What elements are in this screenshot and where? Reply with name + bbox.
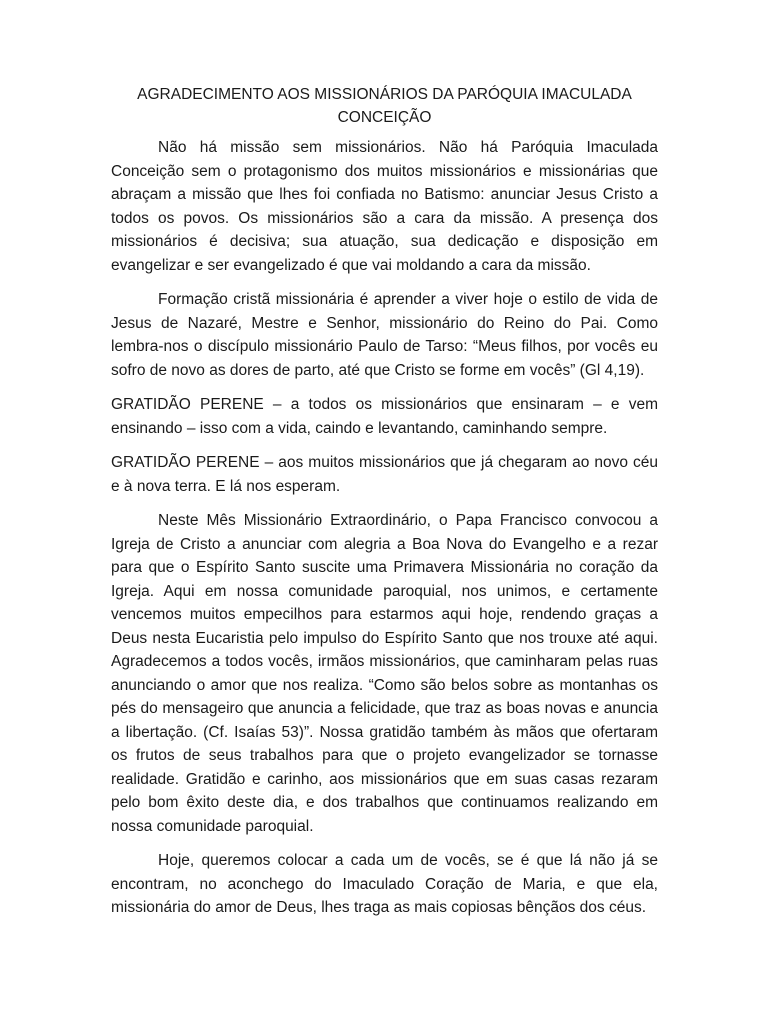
document-page [111, 83, 658, 931]
paragraph-gratitude-teachers: GRATIDÃO PERENE – a todos os missionários que ensinaram – e vem ensinando – isso com a vida, caindo e levantando, caminhando sempre. [111, 396, 658, 437]
paragraph-gratitude-departed: GRATIDÃO PERENE – aos muitos missionários que já chegaram ao novo céu e à nova terra. E lá nos esperam. [111, 454, 658, 495]
paragraph-intro: Não há missão sem missionários. Não há Paróquia Imaculada Conceição sem o protagonismo dos muitos missionários e missionárias que abraçam a missão que lhes foi confiada no Batismo: anunciar Jesus Cristo a todos os povos. Os missionários são a cara da missão. A presença dos missionários é decisiva; sua atuação, sua dedicação e disposição em evangelizar e ser evangelizado é que vai moldando a cara da missão. [111, 139, 658, 274]
paragraph-closing: Hoje, queremos colocar a cada um de vocês, se é que lá não já se encontram, no aconchego do Imaculado Coração de Maria, e que ela, missionária do amor de Deus, lhes traga as mais copiosas bênçãos dos céus. [111, 852, 658, 916]
document-title: AGRADECIMENTO AOS MISSIONÁRIOS DA PARÓQUIA IMACULADA CONCEIÇÃO [137, 86, 632, 126]
paragraph-mission-month: Neste Mês Missionário Extraordinário, o Papa Francisco convocou a Igreja de Cristo a anunciar com alegria a Boa Nova do Evangelho e a rezar para que o Espírito Santo suscite uma Primavera Missionária no coração da Igreja. Aqui em nossa comunidade paroquial, nos unimos, e certamente vencemos muitos empecilhos para estarmos aqui hoje, rendendo graças a Deus nesta Eucaristia pelo impulso do Espírito Santo que nos trouxe até aqui. Agradecemos a todos vocês, irmãos missionários, que caminharam pelas ruas anunciando o amor que nos realiza. “Como são belos sobre as montanhas os pés do mensageiro que anuncia a felicidade, que traz as boas novas e anuncia a libertação. (Cf. Isaías 53)”. Nossa gratidão também às mãos que ofertaram os frutos de seus trabalhos para que o projeto evangelizador se tornasse realidade. Gratidão e carinho, aos missionários que em suas casas rezaram pelo bom êxito deste dia, e dos trabalhos que continuamos realizando em nossa comunidade paroquial. [111, 512, 658, 835]
paragraph-formation: Formação cristã missionária é aprender a viver hoje o estilo de vida de Jesus de Nazaré, Mestre e Senhor, missionário do Reino do Pai. Como lembra-nos o discípulo missionário Paulo de Tarso: “Meus filhos, por vocês eu sofro de novo as dores de parto, até que Cristo se forme em vocês” (Gl 4,19). [111, 291, 658, 379]
